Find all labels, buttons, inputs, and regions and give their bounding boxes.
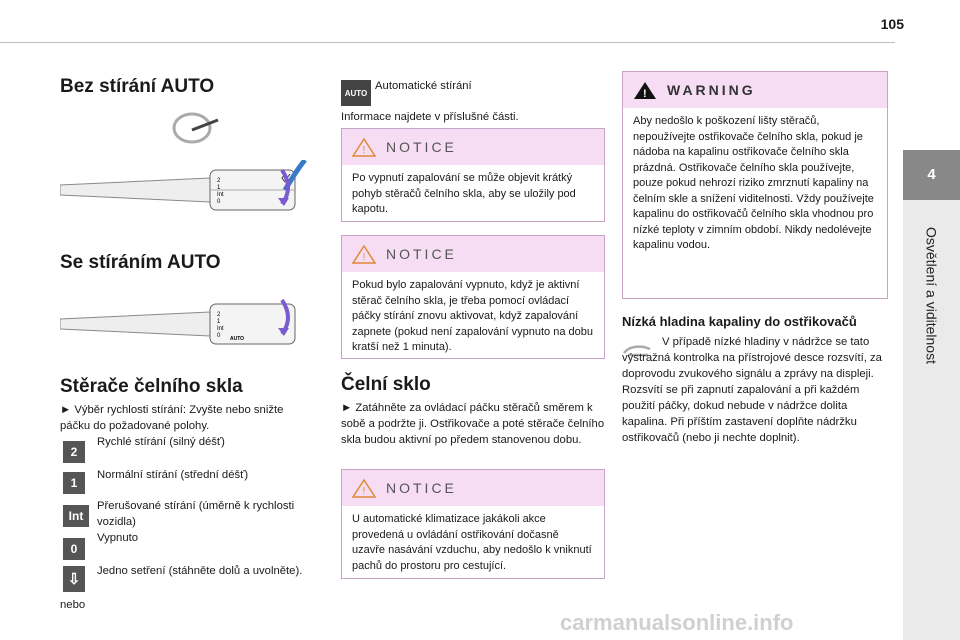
position-int-icon: Int	[63, 505, 89, 527]
notice-2-title: NOTICE	[386, 246, 457, 262]
auto-wipe-reference: Informace najdete v příslušné části.	[341, 111, 519, 123]
position-0-icon: 0	[63, 538, 85, 560]
wiper-lever-illustration	[60, 160, 310, 220]
heading-no-auto: Bez stírání AUTO	[60, 76, 215, 97]
notice-1-text: Po vypnutí zapalování se může objevit krátký pohyb stěračů čelního skla, aby se uložily pod kapotu.	[352, 172, 576, 215]
steering-wheel-icon	[170, 112, 220, 144]
notice-3-title: NOTICE	[386, 480, 457, 496]
page-number: 105	[880, 16, 904, 32]
heading-with-auto: Se stíráním AUTO	[60, 252, 221, 273]
position-2-label: Rychlé stírání (silný déšť)	[97, 436, 225, 448]
rotate-arrow-icon	[278, 168, 298, 208]
warning-triangle-icon	[352, 478, 376, 498]
single-wipe-down-icon: ⇩	[63, 566, 85, 592]
svg-text:!: !	[643, 88, 650, 100]
lever2-mark-0: 0	[217, 333, 221, 339]
single-wipe-label: Jedno setření (stáhněte dolů a uvolněte).	[97, 565, 303, 577]
notice-box-3	[341, 469, 605, 579]
position-int-label: Přerušované stírání (úměrně k rychlosti vozidla)	[97, 500, 295, 528]
warning-triangle-icon	[352, 244, 376, 264]
heading-low-fluid: Nízká hladina kapaliny do ostřikovačů	[622, 314, 857, 329]
windscreen-text: ► Zatáhněte za ovládací páčku stěračů směrem k sobě a podržte ji. Ostřikovače a poté stěrače čelního skla budou aktivní po předem stanovenou dobu.	[341, 402, 605, 446]
warning-box	[622, 71, 888, 299]
warning-triangle-icon	[352, 137, 376, 157]
header-divider	[0, 42, 895, 43]
or-text: nebo	[60, 599, 86, 611]
svg-text:!: !	[362, 252, 369, 263]
position-0-label: Vypnuto	[97, 532, 139, 544]
chapter-title: Osvětlení a viditelnost	[923, 226, 940, 364]
position-1-icon: 1	[63, 472, 85, 494]
lever2-mark-int: Int	[217, 326, 224, 332]
lever-mark-int: Int	[217, 192, 224, 198]
warning-title: WARNING	[667, 82, 756, 98]
lever2-mark-2: 2	[217, 312, 221, 318]
position-2-icon: 2	[63, 441, 85, 463]
lever-mark-0: 0	[217, 199, 221, 205]
auto-wipe-icon: AUTO	[341, 80, 371, 106]
wiper-speed-intro: ► Výběr rychlosti stírání: Zvyšte nebo snižte páčku do požadované polohy.	[60, 404, 284, 432]
notice-1-title: NOTICE	[386, 139, 457, 155]
notice-3-text: U automatické klimatizace jakákoli akce provedená u ovládání ostřikování dočasně uzavře nasávání vzduchu, aby nedošlo k vniknutí pachů do prostoru pro cestující.	[352, 513, 592, 572]
lever-mark-1: 1	[217, 185, 221, 191]
svg-text:!: !	[362, 145, 369, 156]
svg-text:!: !	[362, 486, 369, 497]
lever2-mark-auto: AUTO	[230, 336, 245, 342]
heading-windscreen: Čelní sklo	[341, 374, 431, 395]
notice-box-1	[341, 128, 605, 222]
lever-mark-2: 2	[217, 178, 221, 184]
auto-wipe-label: Automatické stírání	[375, 80, 472, 92]
chapter-tab[interactable]: 4	[903, 150, 960, 200]
notice-2-text: Pokud bylo zapalování vypnuto, když je aktivní stěrač čelního skla, je třeba pomocí ovládací páčky stírání znovu aktivovat, když zapalování zapnete (pokud není zapalování vypnuto na dobu kratší než 1 minuta).	[352, 279, 593, 353]
lever2-mark-1: 1	[217, 319, 221, 325]
rotate-arrow-icon-2	[278, 298, 298, 338]
position-1-label: Normální stírání (střední déšť)	[97, 469, 249, 481]
heading-wipers: Stěrače čelního skla	[60, 376, 243, 397]
notice-box-2	[341, 235, 605, 359]
watermark: carmanualsonline.info	[560, 610, 794, 635]
wiper-lever-auto-illustration	[60, 294, 310, 354]
warning-triangle-icon	[633, 80, 657, 100]
low-fluid-text: V případě nízké hladiny v nádržce se tato výstražná kontrolka na přístrojové desce rozsvítí, za doprovodu zvukového signálu a zprávy na displeji. Rozsvítí se při zapnutí zapalování a při každém použití páčky, dokud nebude v nádržce dolita kapalina. Při příštím zastavení doplňte nádržku ostřikovačů (nebo ji nechte doplnit).	[622, 336, 882, 444]
warning-text: Aby nedošlo k poškození lišty stěračů, nepoužívejte ostřikovače čelního skla, pokud je nádoba na kapalinu ostřikovače čelního skla prázdná. Ostřikovače čelního skla používejte, pouze pokud nehrozí riziko zmrznutí kapaliny na čelním skle a snížení viditelnosti. Vždy používejte kapalinu do ostřikovačů čelního skla vhodnou pro nízké teploty v zimním období. Nikdy nedolévejte kapalinu vodou.	[633, 115, 874, 251]
